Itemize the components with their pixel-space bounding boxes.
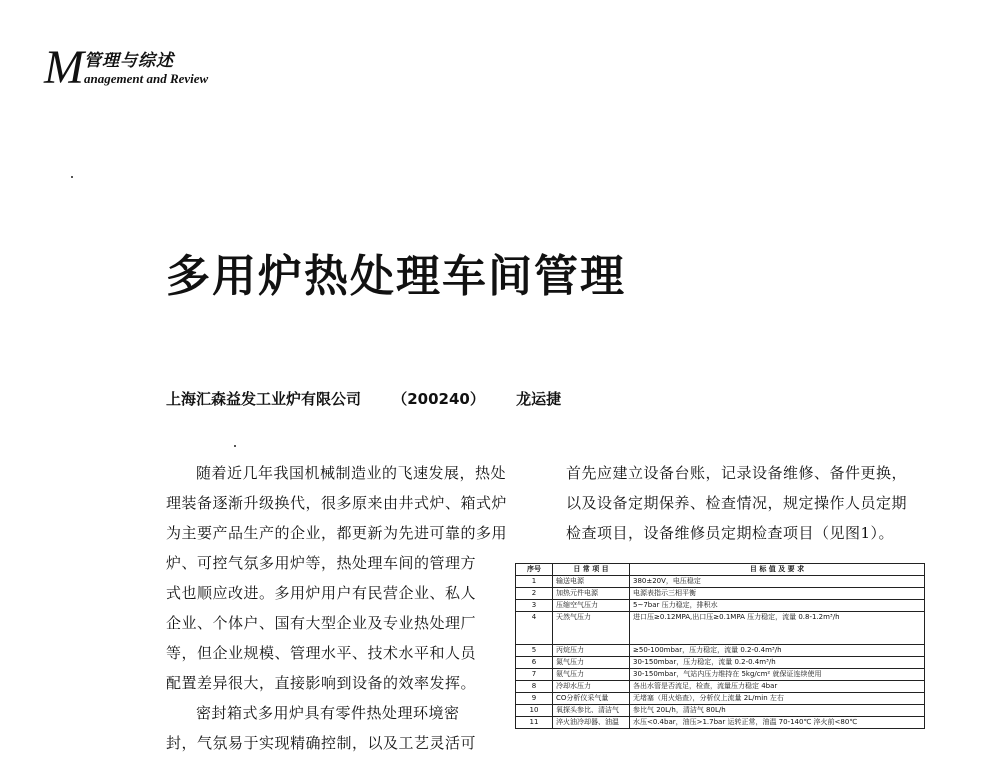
body-line: 封，气氛易于实现精确控制，以及工艺灵活可 [166, 734, 477, 752]
row-index: 1 [516, 576, 553, 588]
row-index: 2 [516, 588, 553, 600]
row-index: 3 [516, 600, 553, 612]
section-letter-m: M [44, 41, 84, 94]
col-header-index: 序号 [516, 564, 553, 576]
row-requirement: ≥50-100mbar，压力稳定，流量 0.2-0.4m³/h [630, 645, 925, 657]
col-header-item: 日 常 项 目 [553, 564, 630, 576]
scan-dot [234, 445, 236, 447]
body-line: 以及设备定期保养、检查情况，规定操作人员定期 [566, 494, 908, 512]
row-requirement: 380±20V，电压稳定 [630, 576, 925, 588]
table-row [516, 717, 925, 729]
journal-section-header [44, 41, 364, 94]
section-title-cn: 管理与综述 [84, 51, 174, 71]
row-item: 氮气压力 [553, 657, 630, 669]
body-left-column [166, 458, 536, 758]
author-company: 上海汇森益发工业炉有限公司 [166, 390, 362, 408]
row-index: 7 [516, 669, 553, 681]
row-requirement: 30-150mbar，气站内压力维持在 5kg/cm² 就保证连续使用 [630, 669, 925, 681]
scan-dot [71, 176, 73, 178]
table-row [516, 681, 925, 693]
row-item: 冷却水压力 [553, 681, 630, 693]
table-row [516, 705, 925, 717]
row-item: 氧探头参比、清洁气 [553, 705, 630, 717]
body-line: 炉、可控气氛多用炉等，热处理车间的管理方 [166, 554, 477, 572]
author-name: 龙运捷 [516, 390, 562, 408]
table-row [516, 657, 925, 669]
body-line: 等，但企业规模、管理水平、技术水平和人员 [166, 644, 477, 662]
row-index: 5 [516, 645, 553, 657]
row-requirement: 30-150mbar，压力稳定，流量 0.2-0.4m³/h [630, 657, 925, 669]
row-requirement: 水压<0.4bar，油压>1.7bar 运转正常，油温 70-140℃ 淬火前<80℃ [630, 717, 925, 729]
body-line: 企业、个体户、国有大型企业及专业热处理厂 [166, 614, 477, 632]
row-index: 6 [516, 657, 553, 669]
row-requirement: 进口压≥0.12MPA,出口压≥0.1MPA 压力稳定，流量 0.8-1.2m³/h [630, 612, 925, 645]
table-row [516, 693, 925, 705]
body-line: 首先应建立设备台账，记录设备维修、备件更换， [566, 464, 908, 482]
table-header-row [516, 564, 925, 576]
row-index: 8 [516, 681, 553, 693]
row-item: 天然气压力 [553, 612, 630, 645]
body-right-column [566, 458, 946, 548]
table-row [516, 612, 925, 645]
article-title: 多用炉热处理车间管理 [166, 251, 626, 302]
table-row [516, 645, 925, 657]
row-item: 输送电源 [553, 576, 630, 588]
body-line: 理装备逐渐升级换代，很多原来由井式炉、箱式炉 [166, 494, 508, 512]
article-byline [166, 388, 587, 409]
row-index: 11 [516, 717, 553, 729]
daily-inspection-table [515, 563, 925, 729]
body-line: 检查项目，设备维修员定期检查项目（见图1）。 [566, 524, 895, 542]
row-item: 淬火油冷却器、油温 [553, 717, 630, 729]
row-requirement: 5~7bar 压力稳定，排积水 [630, 600, 925, 612]
section-title-en: anagement and Review [84, 71, 209, 86]
row-item: 丙烷压力 [553, 645, 630, 657]
table-row [516, 600, 925, 612]
table-row [516, 588, 925, 600]
col-header-requirement: 目 标 值 及 要 求 [630, 564, 925, 576]
row-requirement: 参比气 20L/h，清洁气 80L/h [630, 705, 925, 717]
body-line: 式也顺应改进。多用炉用户有民营企业、私人 [166, 584, 477, 602]
row-index: 10 [516, 705, 553, 717]
row-requirement: 电源表指示三相平衡 [630, 588, 925, 600]
row-item: 氨气压力 [553, 669, 630, 681]
row-index: 4 [516, 612, 553, 645]
table-row [516, 669, 925, 681]
row-item: CO分析仪采气量 [553, 693, 630, 705]
body-line: 密封箱式多用炉具有零件热处理环境密 [196, 704, 460, 722]
body-line: 为主要产品生产的企业，都更新为先进可靠的多用 [166, 524, 508, 542]
row-requirement: 无堵塞（用火焰查），分析仪上流量 2L/min 左右 [630, 693, 925, 705]
row-index: 9 [516, 693, 553, 705]
body-line: 配置差异很大，直接影响到设备的效率发挥。 [166, 674, 477, 692]
row-requirement: 各出水管是否流足，检查，流量压力稳定 4bar [630, 681, 925, 693]
row-item: 压缩空气压力 [553, 600, 630, 612]
row-item: 加热元件电源 [553, 588, 630, 600]
company-postcode: （200240） [392, 390, 485, 408]
body-line: 随着近几年我国机械制造业的飞速发展，热处 [196, 464, 507, 482]
table-row [516, 576, 925, 588]
